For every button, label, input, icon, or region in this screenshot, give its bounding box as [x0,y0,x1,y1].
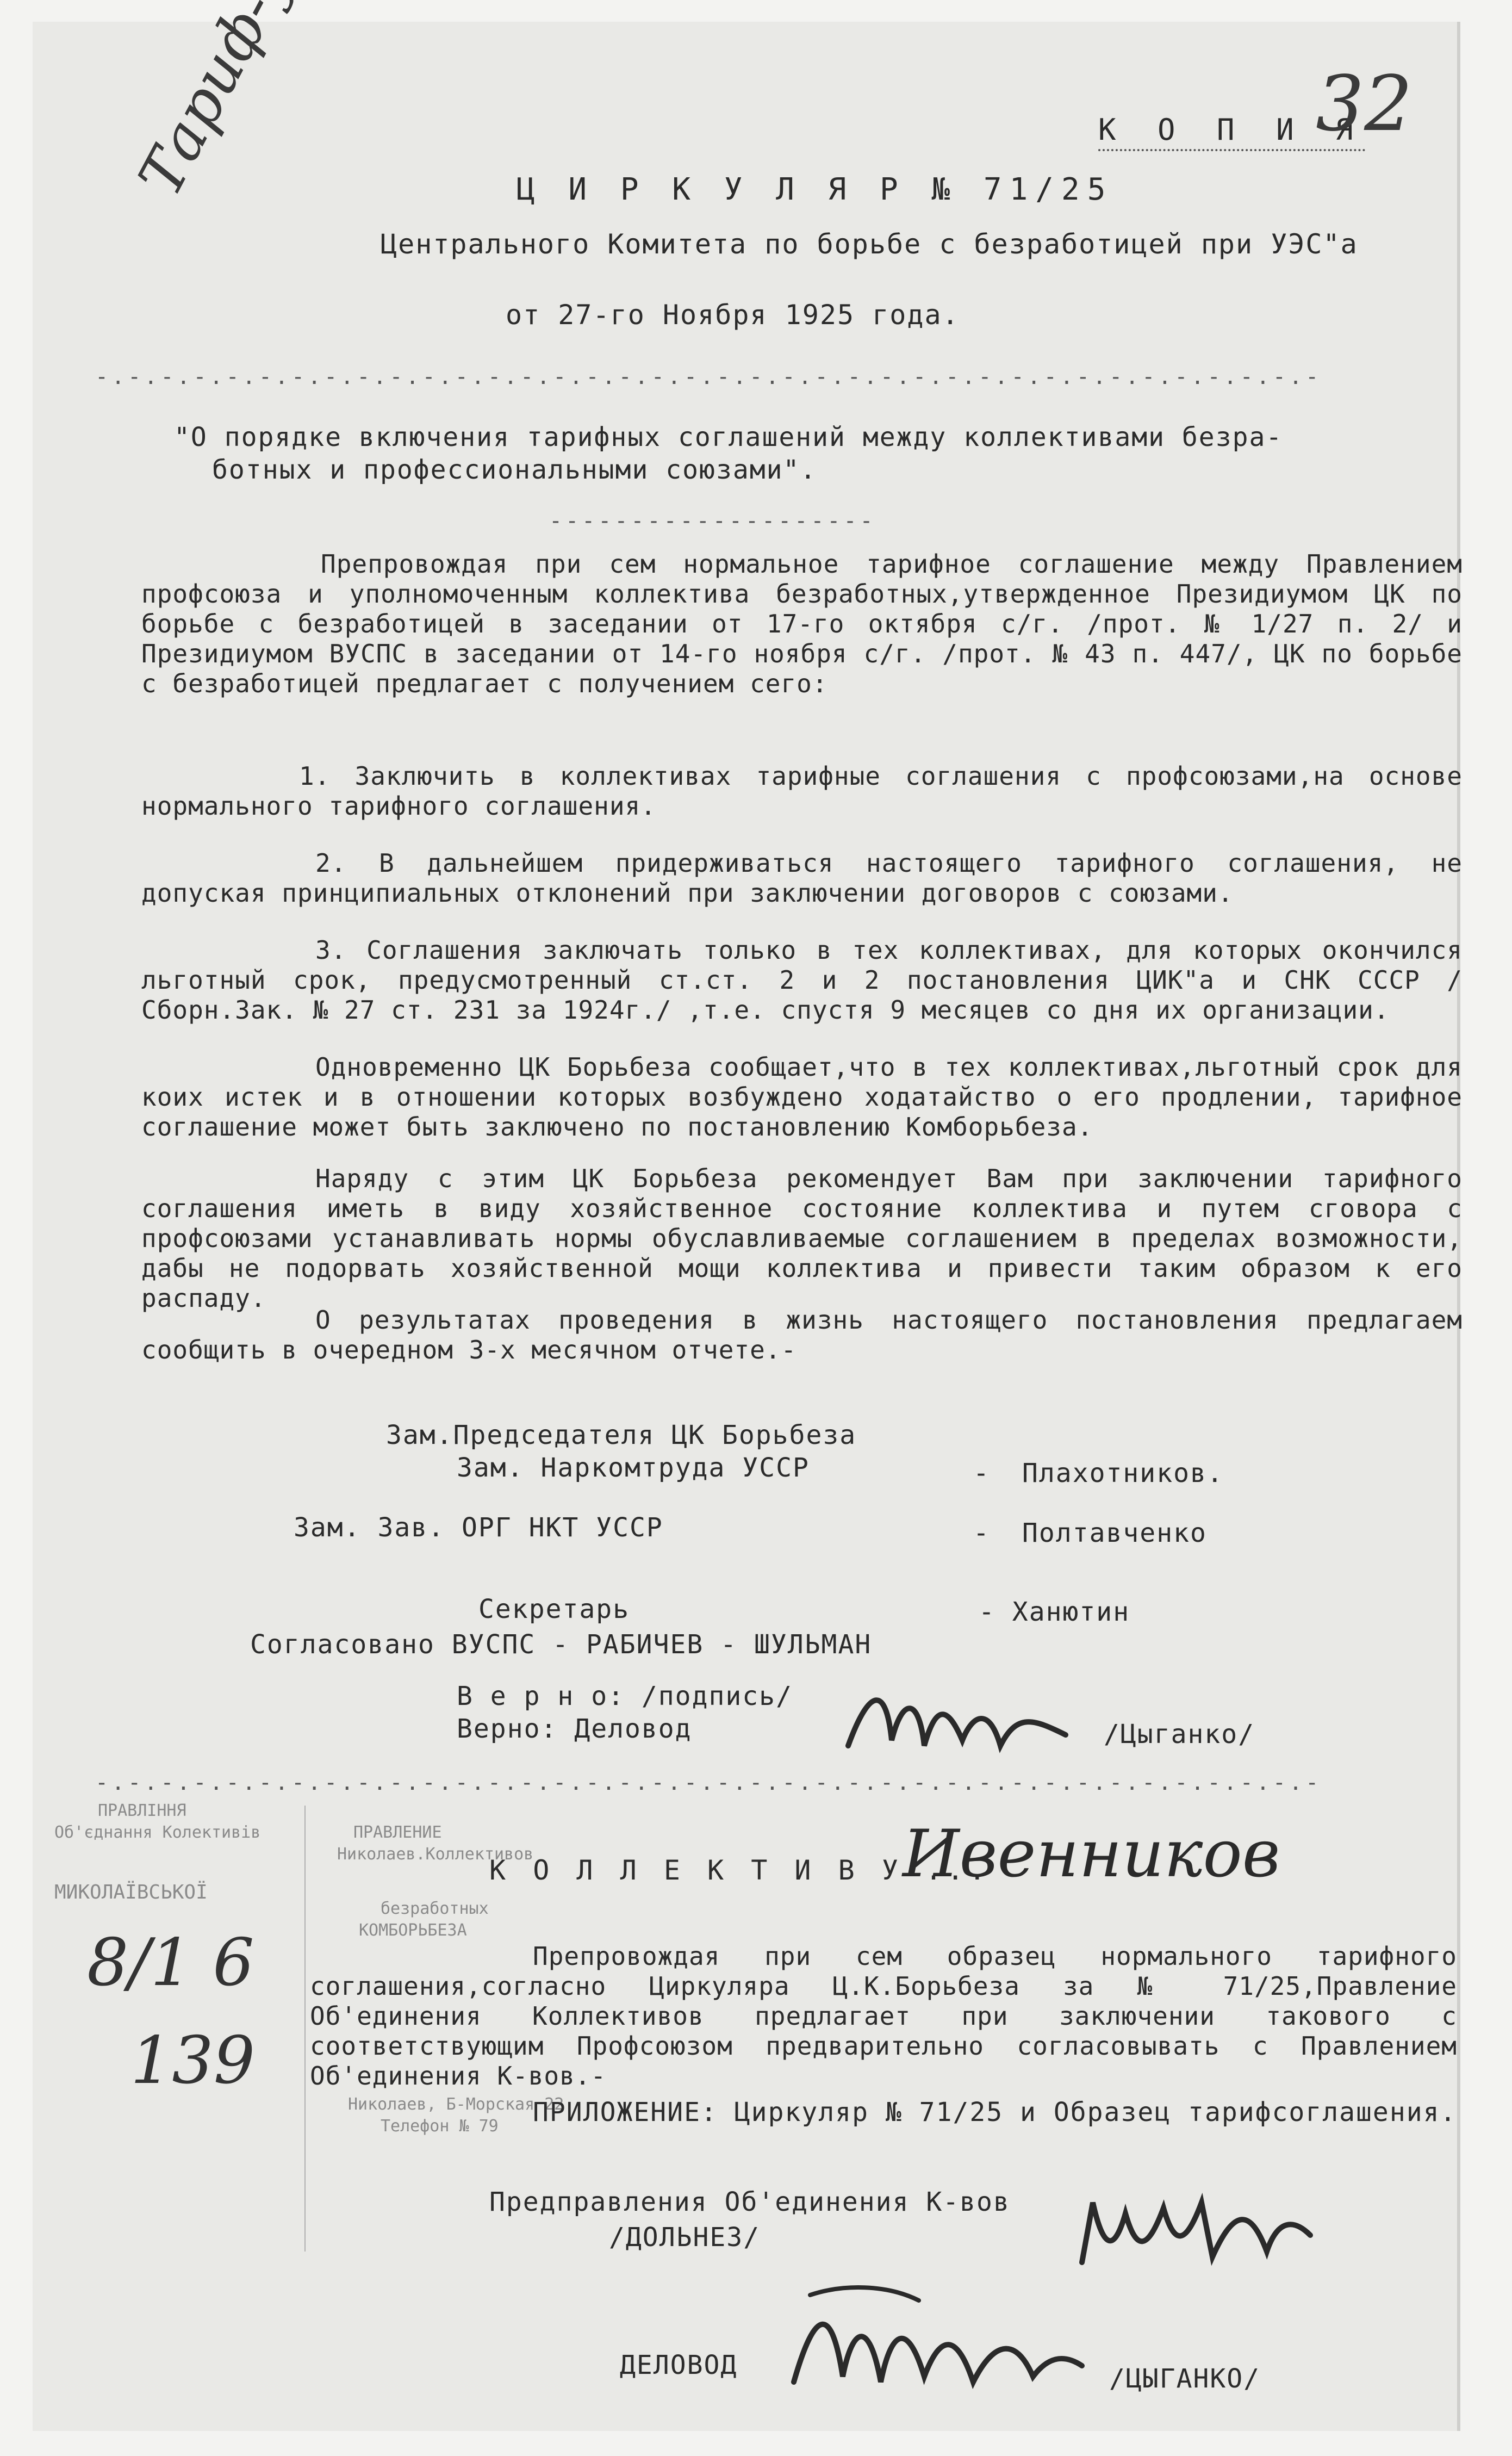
certified-line-1: В е р н о: /подпись/ [457,1681,793,1711]
cover-paragraph: Препровождая при сем образец нормального тарифного соглашения,согласно Циркуляра Ц.К.Борьбеза за № 71/25,Правление Об'единения Коллективов предлагает при заключении такового с соответствующим Профсоюзом предварительно согласовывать с Правлением Об'единения К-вов.- [310,1942,1457,2091]
clerk-label: ДЕЛОВОД [620,2350,738,2380]
clerk-name: /ЦЫГАНКО/ [1109,2364,1261,2394]
signatory-dash-1: - [973,1458,990,1489]
paragraph-4: Одновременно ЦК Борьбеза сообщает,что в тех коллективах,льготный срок для коих истек и в отношении которых возбуждено ходатайство о его продлении, тарифное соглашение может быть заключено по постановлению Комборьбеза. [141,1052,1463,1142]
clerk-signature-1 [837,1664,1077,1773]
stamp-line-8: Николаев, Б-Морская 22 [348,2095,564,2114]
stamp-line-1: ПРАВЛІННЯ [98,1801,186,1820]
separator-short: -------------------- [549,508,876,534]
signatory-dash-2: - [973,1518,990,1548]
chair-signature [1071,2170,1321,2279]
item-1: 1. Заключить в коллективах тарифные соглашения с профсоюзами,на основе нормального тарифного соглашения. [141,761,1463,821]
subject-line-1: "О порядке включения тарифных соглашений между коллективами безра- [174,422,1283,452]
signatory-role-2: Зам. Зав. ОРГ НКТ УССР [294,1512,663,1543]
attachment-line: ПРИЛОЖЕНИЕ: Циркуляр № 71/25 и Образец тарифсоглашения. [533,2097,1457,2128]
stamp-line-2: Об'єднання Колективів [54,1823,261,1842]
paragraph-6: О результатах проведения в жизнь настоящего постановления предлагаем сообщить в очередном 3-х месячном отчете.- [141,1305,1463,1365]
copy-mark: К О П И Я [1098,114,1365,151]
intro-paragraph: Препровождая при сем нормальное тарифное соглашение между Правлением профсоюза и уполномоченным коллектива безработных,утвержденное Президиумом ЦК по борьбе с безработицей в заседании от 17-го октября с/г. /прот. № 1/27 п. 2/ и Президиумом ВУСПС в заседании от 14-го ноября с/г. /прот. № 43 п. 447/, ЦК по борьбе с безработицей предлагает с получением сего: [141,549,1463,698]
stamp-line-9: Телефон № 79 [381,2117,499,2136]
item-3: 3. Соглашения заключать только в тех коллективах, для которых окончился льготный срок, предусмотренный ст.ст. 2 и 2 постановления ЦИК"а и СНК СССР /Сборн.Зак. № 27 ст. 231 за 1924г./ ,т.е. спустя 9 месяцев со дня их организации. [141,935,1463,1025]
signatory-name-2: Полтавченко [1022,1518,1207,1548]
stamp-divider [304,1806,306,2252]
separator-top: -.-.-.-.-.-.-.-.-.-.-.-.-.-.-.-.-.-.-.-.-.-.-.-.-.-.-.-.-.-.-.-.-.-.-.-.-.- [95,364,1322,389]
stamp-line-6: безработных [381,1899,489,1918]
addressee-handwritten: Ивенников [903,1816,1280,1892]
addressee-line: К О Л Л Е К Т И В У ... [489,1855,991,1886]
stamp-line-7: КОМБОРЬБЕЗА [359,1921,467,1940]
date-line: от 27-го Ноября 1925 года. [506,299,960,331]
stamp-line-5: Николаев.Коллективов [337,1845,534,1864]
signatory-role-1b: Зам. Наркомтруда УССР [457,1453,810,1483]
subject-line-2: ботных и профессиональными союзами". [212,455,817,485]
stamp-line-3: МИКОЛАЇВСЬКОЇ [54,1881,208,1903]
signatory-name-1: Плахотников. [1022,1458,1224,1489]
chair-name: /ДОЛЬНЕЗ/ [609,2222,761,2253]
signatory-name-3: - Ханютин [979,1597,1130,1627]
circular-title: Ц И Р К У Л Я Р № 71/25 [517,172,1113,207]
paragraph-5: Наряду с этим ЦК Борьбеза рекомендует Вам при заключении тарифного соглашения иметь в виду хозяйственное состояние коллектива и путем сговора с профсоюзами устанавливать нормы обуславливаемые соглашением в пределах возможности, дабы не подорвать хозяйственной мощи коллектива и привести таким образом к его распаду. [141,1164,1463,1313]
stamp-date: 8/1 6 [87,1925,254,2001]
chair-line: Предправления Об'единения К-вов [489,2187,1010,2217]
separator-mid: -.-.-.-.-.-.-.-.-.-.-.-.-.-.-.-.-.-.-.-.-.-.-.-.-.-.-.-.-.-.-.-.-.-.-.-.-.- [95,1770,1322,1795]
stamp-line-4: ПРАВЛЕНИЕ [353,1823,442,1842]
committee-line: Центрального Комитета по борьбе с безработицей при УЭС"а [381,228,1358,260]
agreed-line: Согласовано ВУСПС - РАБИЧЕВ - ШУЛЬМАН [250,1629,872,1660]
certified-line-2: Верно: Деловод [457,1714,692,1744]
certified-name: /Цыганко/ [1104,1719,1255,1750]
sheet-number: 32 [1316,60,1413,148]
signatory-role-1a: Зам.Председателя ЦК Борьбеза [386,1420,857,1450]
stamp-reg-number: 139 [130,2023,256,2099]
signatory-role-3: Секретарь [478,1594,630,1624]
item-2: 2. В дальнейшем придерживаться настоящего тарифного соглашения, не допуская принципиальных отклонений при заключении договоров с союзами. [141,848,1463,908]
clerk-signature-2 [777,2273,1093,2415]
